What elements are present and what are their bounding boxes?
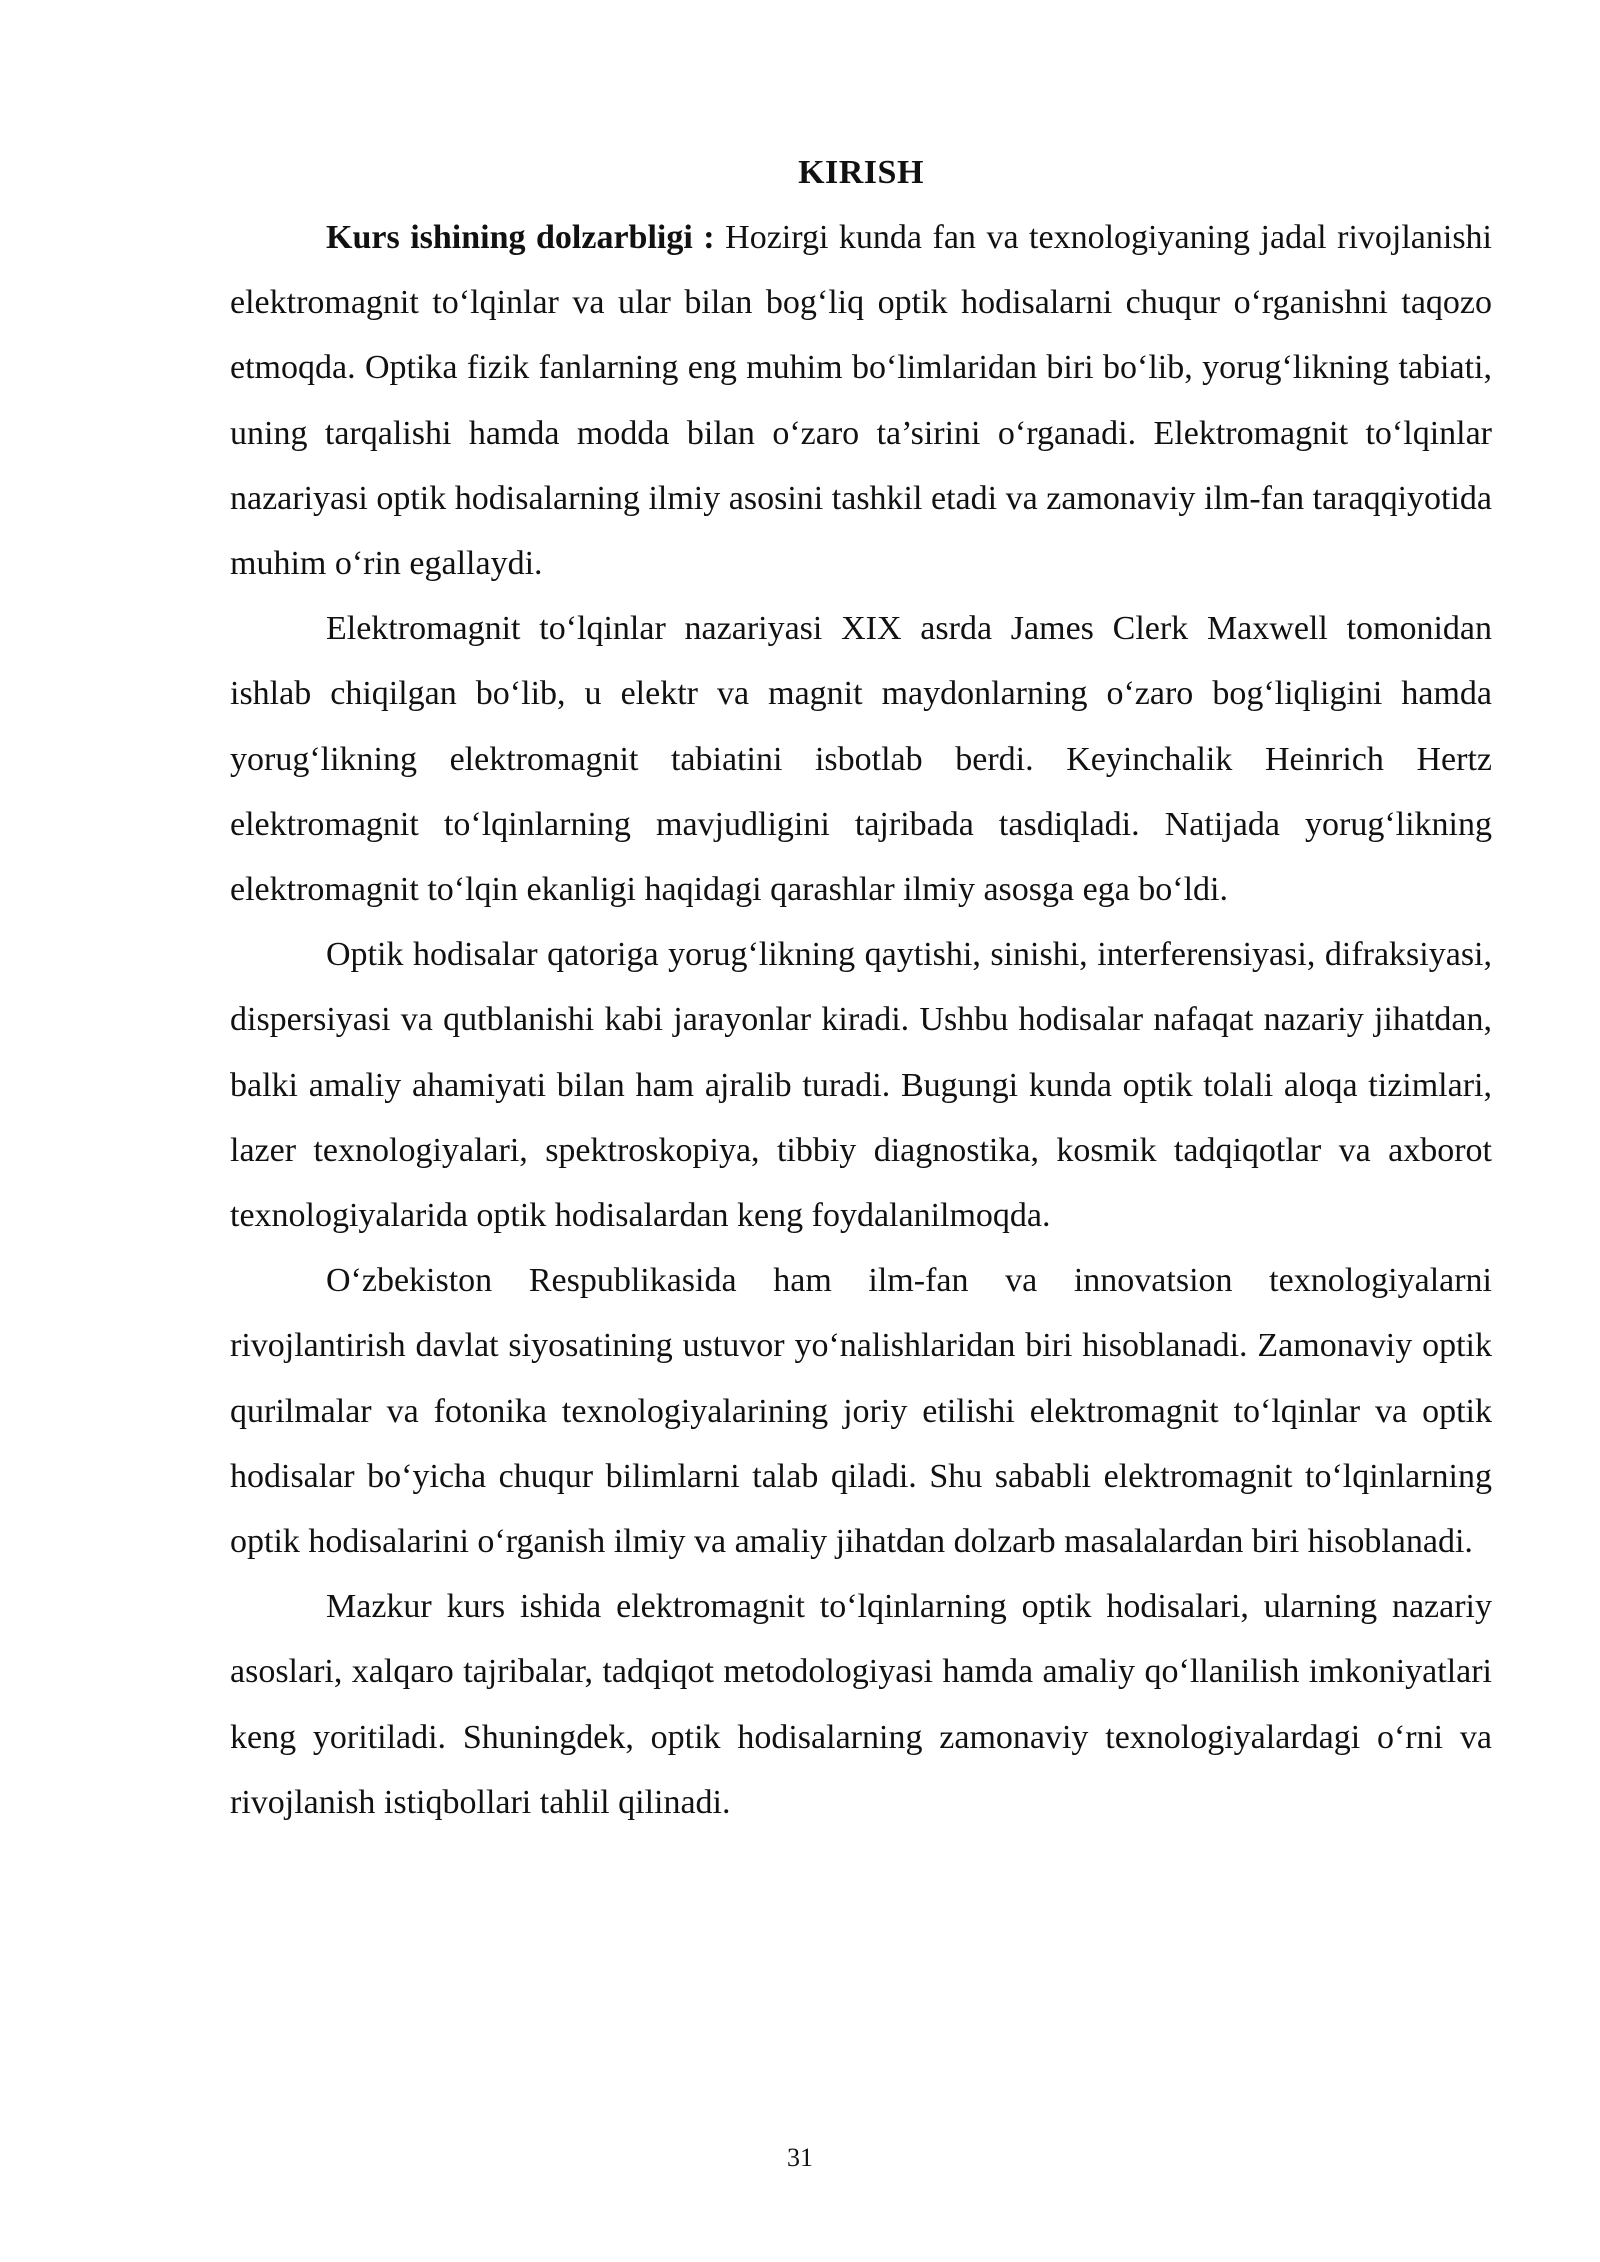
paragraph-2: Elektromagnit to‘lqinlar nazariyasi XIX asrda James Clerk Maxwell tomonidan ishlab chiqilgan bo‘lib, u elektr va magnit maydonlarning o‘zaro bog‘liqligini hamda yorug‘likning elektromagnit tabiatini isbotlab berdi. Keyinchalik Heinrich Hertz elektromagnit to‘lqinlarning mavjudligini tajribada tasdiqladi. Natijada yorug‘likning elektromagnit to‘lqin ekanligi haqidagi qarashlar ilmiy asosga ega bo‘ldi.: [230, 610, 1492, 909]
paragraph-1: [230, 205, 1492, 596]
paragraph-lead: Kurs ishining dolzarbligi :: [326, 219, 715, 256]
page-number: 31: [787, 2143, 813, 2172]
paragraph-4: O‘zbekiston Respublikasida ham ilm-fan va innovatsion texnologiyalarni rivojlantirish davlat siyosatining ustuvor yo‘nalishlaridan biri hisoblanadi. Zamonaviy optik qurilmalar va fotonika texnologiyalarining joriy etilishi elektromagnit to‘lqinlar va optik hodisalar bo‘yicha chuqur bilimlarni talab qiladi. Shu sababli elektromagnit to‘lqinlarning optik hodisalarini o‘rganish ilmiy va amaliy jihatdan dolzarb masalalardan biri hisoblanadi.: [230, 1262, 1492, 1561]
paragraph-3: Optik hodisalar qatoriga yorug‘likning qaytishi, sinishi, interferensiyasi, difraksiyasi, dispersiyasi va qutblanishi kabi jarayonlar kiradi. Ushbu hodisalar nafaqat nazariy jihatdan, balki amaliy ahamiyati bilan ham ajralib turadi. Bugungi kunda optik tolali aloqa tizimlari, lazer texnologiyalari, spektroskopiya, tibbiy diagnostika, kosmik tadqiqotlar va axborot texnologiyalarida optik hodisalardan keng foydalanilmoqda.: [230, 936, 1492, 1235]
page-content: [230, 140, 1492, 1835]
paragraph-5: Mazkur kurs ishida elektromagnit to‘lqinlarning optik hodisalari, ularning nazariy asoslari, xalqaro tajribalar, tadqiqot metodologiyasi hamda amaliy qo‘llanilish imkoniyatlari keng yoritiladi. Shuningdek, optik hodisalarning zamonaviy texnologiyalardagi o‘rni va rivojlanish istiqbollari tahlil qilinadi.: [230, 1588, 1492, 1821]
section-heading: KIRISH: [798, 154, 924, 191]
paragraph-1-text: Hozirgi kunda fan va texnologiyaning jadal rivojlanishi elektromagnit to‘lqinlar va ular bilan bog‘liq optik hodisalarni chuqur o‘rganishni taqozo etmoqda. Optika fizik fanlarning eng muhim bo‘limlaridan biri bo‘lib, yorug‘likning tabiati, uning tarqalishi hamda modda bilan o‘zaro ta’sirini o‘rganadi. Elektromagnit to‘lqinlar nazariyasi optik hodisalarning ilmiy asosini tashkil etadi va zamonaviy ilm-fan taraqqiyotida muhim o‘rin egallaydi.: [230, 219, 1492, 583]
